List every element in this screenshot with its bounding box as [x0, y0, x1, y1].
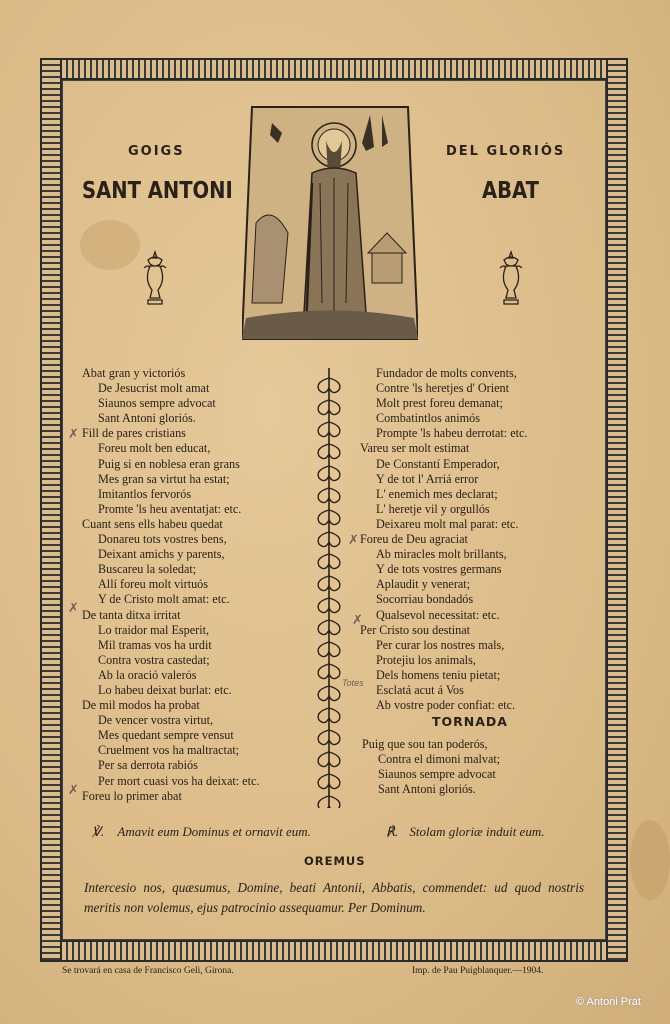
verse-line: Y de Cristo molt amat: etc.: [98, 592, 230, 607]
verse-line: Per curar los nostres mals,: [376, 637, 505, 652]
verse-line: De vencer vostra virtut,: [98, 713, 214, 728]
verse-line: Puig si en noblesa eran grans: [98, 456, 240, 471]
header-goigs: GOIGS: [128, 144, 185, 159]
verse-line: Sant Antoni gloriós.: [98, 411, 196, 426]
verse-line: Prompte 'ls habeu derrotat: etc.: [376, 426, 528, 441]
footer-right: Imp. de Pau Puigblanquer.—1904.: [412, 966, 544, 976]
pencil-mark-x: ✗: [68, 600, 79, 615]
versicle-text: Amavit eum Dominus et ornavit eum.: [117, 824, 311, 839]
verse-line: Esclatá acut á Vos: [376, 682, 464, 697]
verse-line: Allí foreu molt virtuós: [98, 577, 209, 592]
verse-line: Donareu tots vostres bens,: [98, 532, 227, 547]
verse-line: Sant Antoni gloriós.: [378, 782, 476, 797]
ornamental-divider: [310, 368, 348, 808]
verse-line: Per sa derrota rabiós: [98, 758, 198, 773]
verse-line: Promte 'ls heu aventatjat: etc.: [98, 501, 242, 516]
verse-line: De Constantí Emperador,: [376, 456, 500, 471]
verse-line: Fundador de molts convents,: [376, 366, 517, 380]
verse-line: Contra vostra castedat;: [98, 652, 210, 667]
verse-line: Ab la oració valerós: [98, 667, 197, 682]
verse-line: Mil tramas vos ha urdit: [98, 637, 212, 652]
verse-line: Puig que sou tan poderós,: [362, 737, 488, 751]
title-sant-antoni: SANT ANTONI: [82, 178, 233, 204]
title-abat: ABAT: [482, 178, 539, 204]
oremus-prayer: Intercesio nos, quæsumus, Domine, beati Antonii, Abbatis, commendet: ud quod nostris meritis non volemus, ejus patrocinio assequamur. Per Dominum.: [84, 880, 584, 915]
response: [386, 824, 544, 840]
ornamental-border-right: [606, 58, 628, 962]
verse-line: Cruelment vos ha maltractat;: [98, 743, 240, 758]
stain: [630, 820, 670, 900]
right-stanza-column: [360, 366, 527, 713]
verse-line: L' heretje vil y orgullós: [376, 501, 490, 516]
handwritten-note: Totes: [342, 678, 364, 688]
versicle-symbol: ℣.: [92, 824, 105, 839]
verse-line: De mil modos ha probat: [82, 698, 200, 713]
verse-line: Abat gran y victoriós: [82, 366, 186, 380]
verse-line: Mes quedant sempre vensut: [98, 728, 234, 743]
verse-line: Imitantlos fervorós: [98, 486, 192, 501]
verse-line: Y de tots vostres germans: [376, 562, 502, 577]
verse-line: Contre 'ls heretjes d' Orient: [376, 381, 510, 396]
tornada-stanza: [362, 737, 500, 797]
verse-line: L' enemich mes declarat;: [376, 486, 498, 501]
verse-line: Protejiu los animals,: [376, 652, 476, 667]
verse-line: Socorriau bondadós: [376, 592, 474, 607]
ornamental-border-left: [40, 58, 62, 962]
verse-line: Per mort cuasi vos ha deixat: etc.: [98, 773, 260, 788]
response-text: Stolam gloriæ induit eum.: [409, 824, 545, 839]
pencil-mark-x: ✗: [68, 426, 79, 441]
verse-line: Contra el dimoni malvat;: [378, 752, 501, 767]
vase-icon: [496, 250, 526, 310]
verse-line: De Jesucrist molt amat: [98, 381, 210, 396]
verse-line: Deixant amichs y parents,: [98, 547, 225, 562]
verse-line: Molt prest foreu demanat;: [376, 396, 503, 411]
verse-line: Deixareu molt mal parat: etc.: [376, 516, 519, 531]
verse-line: Dels homens teniu pietat;: [376, 667, 501, 682]
verse-line: Buscareu la soledat;: [98, 562, 197, 577]
verse-line: Ab miracles molt brillants,: [376, 547, 507, 562]
verse-line: Per Cristo sou destinat: [360, 622, 471, 637]
versicle: [92, 824, 311, 840]
verse-line: Lo habeu deixat burlat: etc.: [98, 682, 232, 697]
verse-line: Siaunos sempre advocat: [98, 396, 216, 411]
vase-icon: [140, 250, 170, 310]
verse-line: Ab vostre poder confiat: etc.: [376, 698, 516, 713]
response-symbol: ℟.: [386, 824, 399, 839]
footer-left: Se trovará en casa de Francisco Geli, Girona.: [62, 966, 234, 976]
verse-line: Y de tot l' Arriá error: [376, 471, 479, 486]
verse-line: Foreu de Deu agraciat: [360, 532, 468, 547]
pencil-mark-x: ✗: [348, 532, 359, 547]
tornada-title: TORNADA: [432, 714, 508, 729]
oremus-title: OREMUS: [304, 854, 366, 868]
verse-line: Foreu molt ben educat,: [98, 441, 211, 456]
ornamental-border-top: [40, 58, 628, 80]
verse-line: Mes gran sa virtut ha estat;: [98, 471, 230, 486]
verse-line: Lo traidor mal Esperit,: [98, 622, 210, 637]
header-del-glorios: DEL GLORIÓS: [446, 144, 566, 159]
copyright: © Antoni Prat: [576, 996, 641, 1008]
verse-line: Fill de pares cristians: [82, 426, 186, 441]
verse-line: Qualsevol necessitat: etc.: [376, 607, 500, 622]
verse-line: Vareu ser molt estimat: [360, 441, 470, 456]
pencil-mark-x: ✗: [352, 612, 363, 627]
verse-line: Combatintlos animós: [376, 411, 480, 426]
saint-anthony-woodcut: [242, 103, 418, 343]
pencil-mark-x: ✗: [68, 782, 79, 797]
left-stanza-column: [82, 366, 259, 804]
verse-line: De tanta ditxa irritat: [82, 607, 181, 622]
verse-line: Siaunos sempre advocat: [378, 767, 496, 782]
ornamental-border-bottom: [40, 940, 628, 962]
verse-line: Foreu lo primer abat: [82, 788, 182, 803]
verse-line: Cuant sens ells habeu quedat: [82, 516, 223, 531]
verse-line: Aplaudit y venerat;: [376, 577, 471, 592]
